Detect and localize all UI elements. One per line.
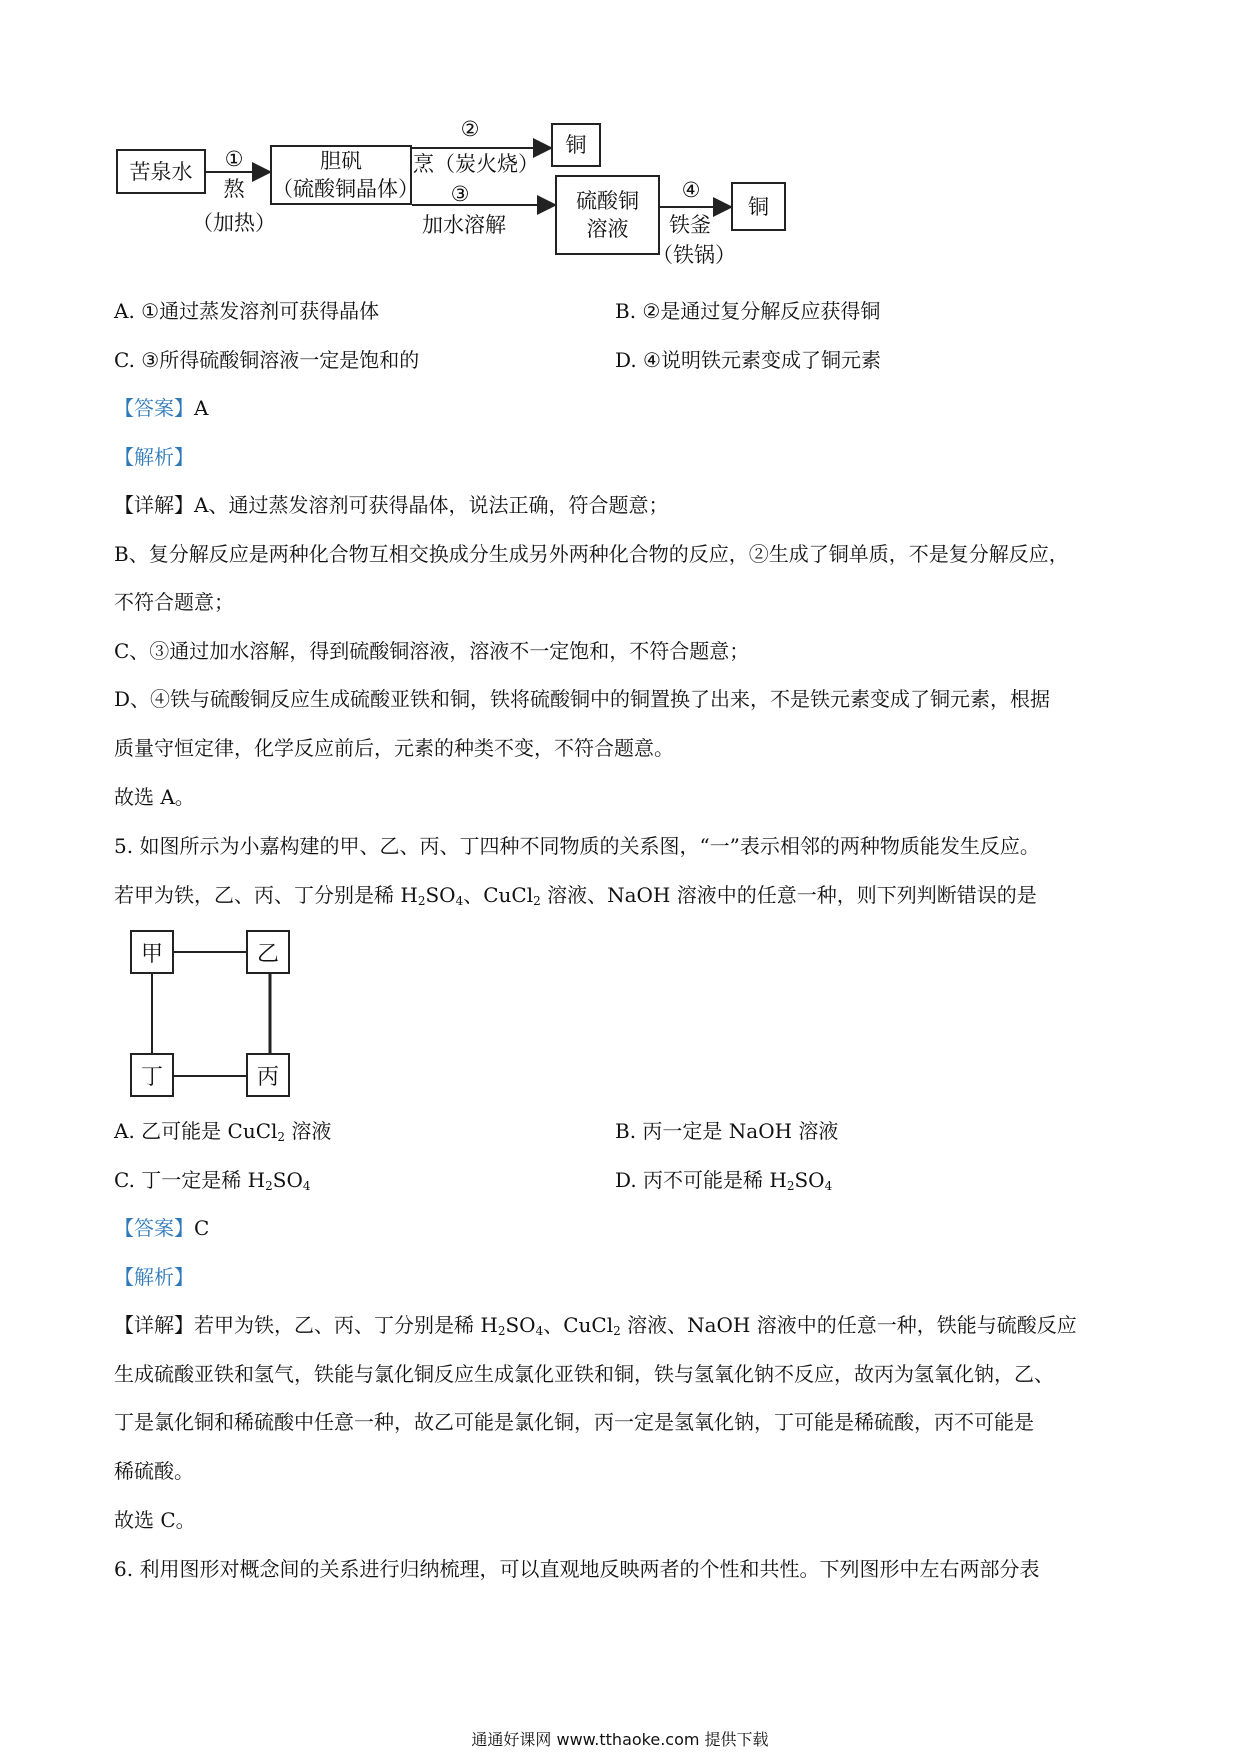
analysis-tag: 【解析】 bbox=[114, 1265, 194, 1289]
answer-value: C bbox=[194, 1216, 210, 1240]
solution-box bbox=[555, 175, 660, 255]
q4-answer bbox=[114, 393, 208, 423]
q5-option-d: D. 丙不可能是稀 $H_2SO_4$ bbox=[615, 1168, 833, 1193]
q4-detail-2: B、复分解反应是两种化合物互相交换成分生成另外两种化合物的反应，②生成了铜单质，不是复分解反应， bbox=[114, 542, 1069, 566]
q5-detail-4: 稀硫酸。 bbox=[114, 1459, 194, 1483]
answer-tag: 【答案】 bbox=[114, 1216, 194, 1240]
q4-detail-3: 不符合题意； bbox=[114, 590, 234, 614]
q5-option-c: C. 丁一定是稀 $H_2SO_4$ bbox=[114, 1168, 311, 1193]
q5-answer bbox=[114, 1213, 209, 1243]
q4-option-d: D. ④说明铁元素变成了铜元素 bbox=[615, 348, 881, 372]
detail-tag: 【详解】 bbox=[114, 1313, 194, 1337]
node-bing: 丙 bbox=[246, 1053, 290, 1097]
q4-detail-4: C、③通过加水溶解，得到硫酸铜溶液，溶液不一定饱和，不符合题意； bbox=[114, 639, 750, 663]
step4-number: ④ bbox=[681, 178, 701, 202]
node-jia: 甲 bbox=[130, 930, 174, 974]
detail-text: A、通过蒸发溶剂可获得晶体，说法正确，符合题意； bbox=[194, 493, 669, 517]
copper-top-label: 铜 bbox=[565, 133, 587, 157]
q5-conclusion: 故选 C。 bbox=[114, 1508, 196, 1532]
node-ding: 丁 bbox=[130, 1053, 174, 1097]
crystal-box bbox=[270, 145, 419, 205]
start-box bbox=[116, 149, 206, 194]
node-yi: 乙 bbox=[246, 930, 290, 974]
q4-detail-5: D、④铁与硫酸铜反应生成硫酸亚铁和铜，铁将硫酸铜中的铜置换了出来，不是铁元素变成了铜元素，根据 bbox=[114, 687, 1051, 711]
q5-detail-2: 生成硫酸亚铁和氢气，铁能与氯化铜反应生成氯化亚铁和铜，铁与氢氧化钠不反应，故丙为氢氧化钠，乙、 bbox=[114, 1362, 1054, 1386]
crystal-line2: （硫酸铜晶体） bbox=[272, 177, 419, 201]
analysis-tag: 【解析】 bbox=[114, 445, 194, 469]
q4-conclusion: 故选 A。 bbox=[114, 785, 195, 809]
start-label: 苦泉水 bbox=[129, 159, 193, 184]
step2-word: 烹（炭火烧） bbox=[413, 152, 539, 176]
answer-tag: 【答案】 bbox=[114, 396, 194, 420]
q5-detail-3: 丁是氯化铜和稀硫酸中任意一种，故乙可能是氯化铜，丙一定是氢氧化钠，丁可能是稀硫酸，丙不可能是 bbox=[114, 1410, 1034, 1434]
q4-option-a: A. ①通过蒸发溶剂可获得晶体 bbox=[114, 299, 380, 323]
q5-detail-1: 【详解】若甲为铁，乙、丙、丁分别是稀 $H_2SO_4$、CuCl$_2$ 溶液、NaOH 溶液中的任意一种，铁能与硫酸反应 bbox=[114, 1313, 1077, 1338]
q4-option-c: C. ③所得硫酸铜溶液一定是饱和的 bbox=[114, 348, 420, 372]
q5-option-b: B. 丙一定是 NaOH 溶液 bbox=[615, 1119, 839, 1143]
step3-number: ③ bbox=[450, 182, 470, 206]
crystal-line1: 胆矾 bbox=[320, 149, 362, 173]
q5-stem-2: 若甲为铁，乙、丙、丁分别是稀 $H_2SO_4$、CuCl$_2$ 溶液、NaOH 溶液中的任意一种，则下列判断错误的是 bbox=[114, 883, 1037, 908]
step4-note: （铁锅） bbox=[652, 243, 736, 267]
q4-detail-1 bbox=[114, 490, 668, 520]
q5-stem-1: 5. 如图所示为小嘉构建的甲、乙、丙、丁四种不同物质的关系图，“一”表示相邻的两种物质能发生反应。 bbox=[114, 834, 1040, 858]
q4-option-b: B. ②是通过复分解反应获得铜 bbox=[615, 299, 881, 323]
copper-right-label: 铜 bbox=[748, 194, 769, 219]
step2-number: ② bbox=[460, 117, 480, 141]
step1-note: （加热） bbox=[192, 211, 276, 235]
detail-tag: 【详解】 bbox=[114, 493, 194, 517]
q4-detail-6: 质量守恒定律，化学反应前后，元素的种类不变，不符合题意。 bbox=[114, 736, 674, 760]
copper-top-box bbox=[551, 123, 601, 167]
q5-option-a: A. 乙可能是 CuCl$_2$ 溶液 bbox=[114, 1119, 332, 1144]
step1-number: ① bbox=[224, 147, 244, 171]
page-footer: 通通好课网 www.tthaoke.com 提供下载 bbox=[471, 1730, 769, 1749]
copper-right-box bbox=[731, 182, 786, 231]
q4-analysis bbox=[114, 442, 194, 472]
solution-line1: 硫酸铜 bbox=[576, 189, 639, 213]
solution-line2: 溶液 bbox=[586, 217, 629, 241]
q5-analysis bbox=[114, 1262, 194, 1292]
step4-word: 铁釜 bbox=[669, 213, 711, 237]
q6-stem-1: 6. 利用图形对概念间的关系进行归纳梳理，可以直观地反映两者的个性和共性。下列图形中左右两部分表 bbox=[114, 1557, 1040, 1581]
step1-word: 熬 bbox=[223, 177, 245, 201]
answer-value: A bbox=[194, 396, 209, 420]
step3-word: 加水溶解 bbox=[422, 213, 506, 237]
